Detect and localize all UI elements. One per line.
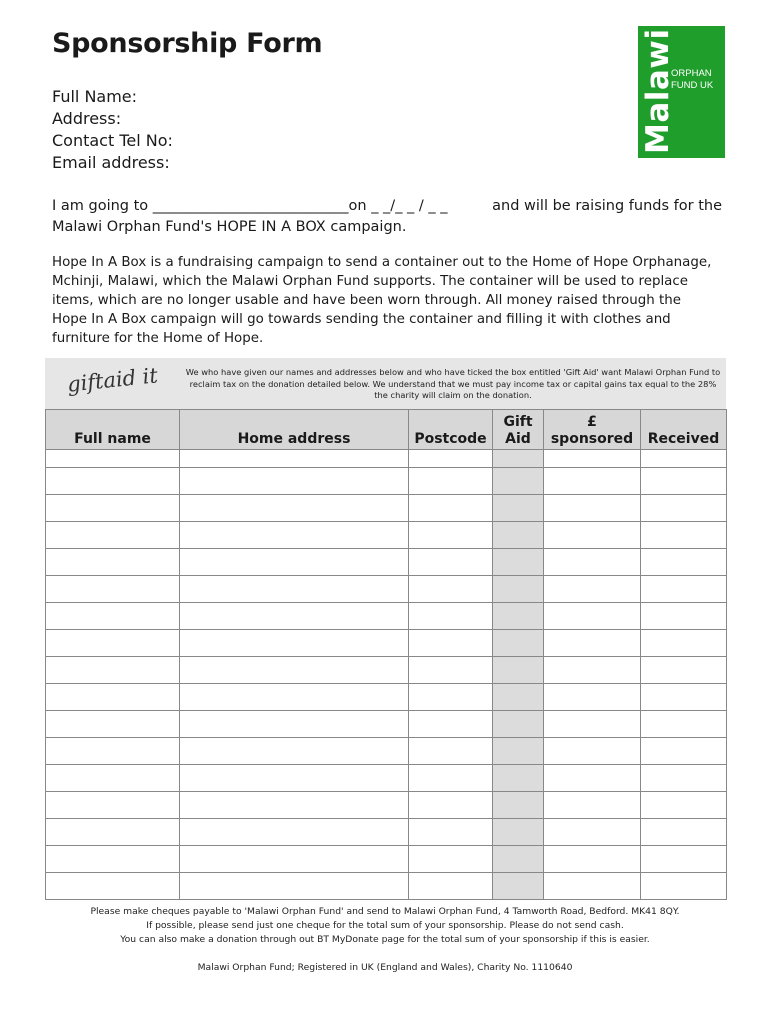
- cell-gift-aid[interactable]: [493, 846, 544, 873]
- cell-home-address[interactable]: [180, 792, 409, 819]
- pledge-statement: [52, 196, 722, 238]
- logo-line-2: FUND UK: [671, 80, 714, 91]
- cell-home-address[interactable]: [180, 495, 409, 522]
- cell-gift-aid[interactable]: [493, 450, 544, 468]
- gift-aid-declaration: [45, 358, 726, 409]
- cell-gift-aid[interactable]: [493, 603, 544, 630]
- header-gift-aid-line-1: Gift: [503, 414, 533, 430]
- cell-sponsored[interactable]: [544, 468, 641, 495]
- cell-home-address[interactable]: [180, 522, 409, 549]
- cell-home-address[interactable]: [180, 846, 409, 873]
- table-body: [46, 450, 727, 900]
- cell-full-name[interactable]: [46, 468, 180, 495]
- cell-received[interactable]: [641, 495, 727, 522]
- cell-home-address[interactable]: [180, 450, 409, 468]
- cell-received[interactable]: [641, 450, 727, 468]
- cell-received[interactable]: [641, 576, 727, 603]
- table-row: [46, 819, 727, 846]
- table-row: [46, 549, 727, 576]
- cell-home-address[interactable]: [180, 819, 409, 846]
- table-row: [46, 711, 727, 738]
- cell-sponsored[interactable]: [544, 873, 641, 900]
- cell-full-name[interactable]: [46, 522, 180, 549]
- cell-received[interactable]: [641, 738, 727, 765]
- cell-postcode[interactable]: [409, 792, 493, 819]
- header-sponsored-line-2: sponsored: [550, 431, 634, 447]
- cell-home-address[interactable]: [180, 630, 409, 657]
- cell-gift-aid[interactable]: [493, 522, 544, 549]
- header-postcode: Postcode: [409, 410, 493, 450]
- cell-gift-aid[interactable]: [493, 495, 544, 522]
- header-sponsored-line-1: £: [587, 414, 597, 430]
- cell-sponsored[interactable]: [544, 684, 641, 711]
- cell-gift-aid[interactable]: [493, 711, 544, 738]
- cell-sponsored[interactable]: [544, 711, 641, 738]
- cell-postcode[interactable]: [409, 819, 493, 846]
- cell-received[interactable]: [641, 846, 727, 873]
- cell-gift-aid[interactable]: [493, 576, 544, 603]
- table-row: [46, 657, 727, 684]
- charity-registration: Malawi Orphan Fund; Registered in UK (England and Wales), Charity No. 1110640: [197, 962, 573, 973]
- cell-postcode[interactable]: [409, 450, 493, 468]
- cell-sponsored[interactable]: [544, 522, 641, 549]
- table-header-row: [46, 410, 727, 450]
- cell-received[interactable]: [641, 873, 727, 900]
- footer-line-2: If possible, please send just one cheque for the total sum of your sponsorship. Please do not send cash.: [146, 920, 624, 931]
- cell-full-name[interactable]: [46, 549, 180, 576]
- header-sponsored: [544, 410, 641, 450]
- cell-home-address[interactable]: [180, 549, 409, 576]
- cell-home-address[interactable]: [180, 873, 409, 900]
- table-row: [46, 468, 727, 495]
- cell-postcode[interactable]: [409, 549, 493, 576]
- cell-home-address[interactable]: [180, 576, 409, 603]
- cell-postcode[interactable]: [409, 495, 493, 522]
- cell-full-name[interactable]: [46, 603, 180, 630]
- header-received: Received: [641, 410, 727, 450]
- cell-home-address[interactable]: [180, 684, 409, 711]
- cell-received[interactable]: [641, 522, 727, 549]
- header-full-name: Full name: [46, 410, 180, 450]
- address-label: Address:: [52, 109, 122, 128]
- table-row: [46, 450, 727, 468]
- cell-home-address[interactable]: [180, 711, 409, 738]
- tel-label: Contact Tel No:: [52, 131, 173, 150]
- cell-full-name[interactable]: [46, 711, 180, 738]
- cell-gift-aid[interactable]: [493, 468, 544, 495]
- cell-sponsored[interactable]: [544, 792, 641, 819]
- cell-received[interactable]: [641, 684, 727, 711]
- logo-line-1: ORPHAN: [671, 68, 712, 79]
- cell-gift-aid[interactable]: [493, 549, 544, 576]
- cell-gift-aid[interactable]: [493, 738, 544, 765]
- cell-home-address[interactable]: [180, 657, 409, 684]
- cell-received[interactable]: [641, 549, 727, 576]
- cell-sponsored[interactable]: [544, 549, 641, 576]
- cell-full-name[interactable]: [46, 630, 180, 657]
- page-title: Sponsorship Form: [52, 28, 323, 59]
- cell-gift-aid[interactable]: [493, 765, 544, 792]
- table-row: [46, 684, 727, 711]
- cell-postcode[interactable]: [409, 522, 493, 549]
- cell-postcode[interactable]: [409, 765, 493, 792]
- cell-gift-aid[interactable]: [493, 819, 544, 846]
- header-gift-aid: [493, 410, 544, 450]
- cell-sponsored[interactable]: [544, 846, 641, 873]
- table-row: [46, 873, 727, 900]
- cell-home-address[interactable]: [180, 603, 409, 630]
- cell-sponsored[interactable]: [544, 765, 641, 792]
- gift-aid-text: We who have given our names and addresses below and who have ticked the box entitled 'Gift Aid' want Malawi Orphan Fund to reclaim tax on the donation detailed below. We understand that we must pay income tax or capital gains tax equal to the 28% the charity will claim on the donation.: [185, 367, 721, 400]
- footer-line-1: Please make cheques payable to 'Malawi Orphan Fund' and send to Malawi Orphan Fund, 4 Tamworth Road, Bedford. MK41 8QY.: [90, 906, 680, 917]
- cell-gift-aid[interactable]: [493, 630, 544, 657]
- cell-full-name[interactable]: [46, 738, 180, 765]
- cell-home-address[interactable]: [180, 738, 409, 765]
- cell-gift-aid[interactable]: [493, 873, 544, 900]
- table-row: [46, 630, 727, 657]
- cell-received[interactable]: [641, 603, 727, 630]
- cell-full-name[interactable]: [46, 576, 180, 603]
- cell-sponsored[interactable]: [544, 450, 641, 468]
- cell-gift-aid[interactable]: [493, 657, 544, 684]
- table-row: [46, 792, 727, 819]
- cell-gift-aid[interactable]: [493, 684, 544, 711]
- sponsorship-table: [45, 409, 727, 900]
- table-row: [46, 495, 727, 522]
- table-row: [46, 576, 727, 603]
- cell-postcode[interactable]: [409, 468, 493, 495]
- cell-postcode[interactable]: [409, 657, 493, 684]
- cell-sponsored[interactable]: [544, 495, 641, 522]
- cell-postcode[interactable]: [409, 738, 493, 765]
- cell-gift-aid[interactable]: [493, 792, 544, 819]
- footer-line-3: You can also make a donation through out BT MyDonate page for the total sum of your sponsorship if this is easier.: [120, 934, 650, 945]
- cell-received[interactable]: [641, 630, 727, 657]
- malawi-orphan-fund-logo: [638, 26, 725, 158]
- cell-received[interactable]: [641, 792, 727, 819]
- cell-full-name[interactable]: [46, 684, 180, 711]
- gift-aid-logo: giftaid it: [65, 363, 159, 397]
- cell-full-name[interactable]: [46, 495, 180, 522]
- cell-full-name[interactable]: [46, 765, 180, 792]
- table-row: [46, 522, 727, 549]
- cell-postcode[interactable]: [409, 576, 493, 603]
- header-gift-aid-line-2: Aid: [505, 431, 531, 447]
- cell-received[interactable]: [641, 657, 727, 684]
- cell-full-name[interactable]: [46, 819, 180, 846]
- cell-received[interactable]: [641, 468, 727, 495]
- logo-word: Malawi: [640, 28, 676, 154]
- cell-sponsored[interactable]: [544, 819, 641, 846]
- campaign-description: Hope In A Box is a fundraising campaign to send a container out to the Home of Hope Orphanage, Mchinji, Malawi, which the Malawi Orphan Fund supports. The container will be used to replace items, which are no longer usable and have been worn through. All money raised through the Hope In A Box campaign will go towards sending the container and filling it with clothes and furniture for the Home of Hope.: [52, 255, 712, 346]
- cell-received[interactable]: [641, 819, 727, 846]
- cell-postcode[interactable]: [409, 630, 493, 657]
- cell-postcode[interactable]: [409, 873, 493, 900]
- cell-received[interactable]: [641, 711, 727, 738]
- cell-full-name[interactable]: [46, 450, 180, 468]
- cell-full-name[interactable]: [46, 657, 180, 684]
- header-home-address: Home address: [180, 410, 409, 450]
- pledge-line-2: Malawi Orphan Fund's HOPE IN A BOX campaign.: [52, 219, 407, 235]
- logo-subtitle: [671, 68, 713, 92]
- cell-sponsored[interactable]: [544, 657, 641, 684]
- cell-received[interactable]: [641, 765, 727, 792]
- cell-full-name[interactable]: [46, 792, 180, 819]
- cell-postcode[interactable]: [409, 684, 493, 711]
- cell-sponsored[interactable]: [544, 576, 641, 603]
- cell-home-address[interactable]: [180, 468, 409, 495]
- cell-sponsored[interactable]: [544, 603, 641, 630]
- email-label: Email address:: [52, 153, 170, 172]
- cell-sponsored[interactable]: [544, 630, 641, 657]
- contact-fields: [52, 86, 173, 174]
- table-row: [46, 765, 727, 792]
- cell-postcode[interactable]: [409, 711, 493, 738]
- cell-sponsored[interactable]: [544, 738, 641, 765]
- cell-postcode[interactable]: [409, 603, 493, 630]
- table-row: [46, 738, 727, 765]
- cell-home-address[interactable]: [180, 765, 409, 792]
- cell-full-name[interactable]: [46, 846, 180, 873]
- table-row: [46, 603, 727, 630]
- pledge-part-1: I am going to ___________________________on _ _/_ _ / _ _: [52, 198, 448, 214]
- cell-postcode[interactable]: [409, 846, 493, 873]
- table-row: [46, 846, 727, 873]
- cell-full-name[interactable]: [46, 873, 180, 900]
- payment-instructions: [0, 905, 770, 947]
- pledge-part-2: and will be raising funds for the: [492, 198, 722, 214]
- full-name-label: Full Name:: [52, 87, 138, 106]
